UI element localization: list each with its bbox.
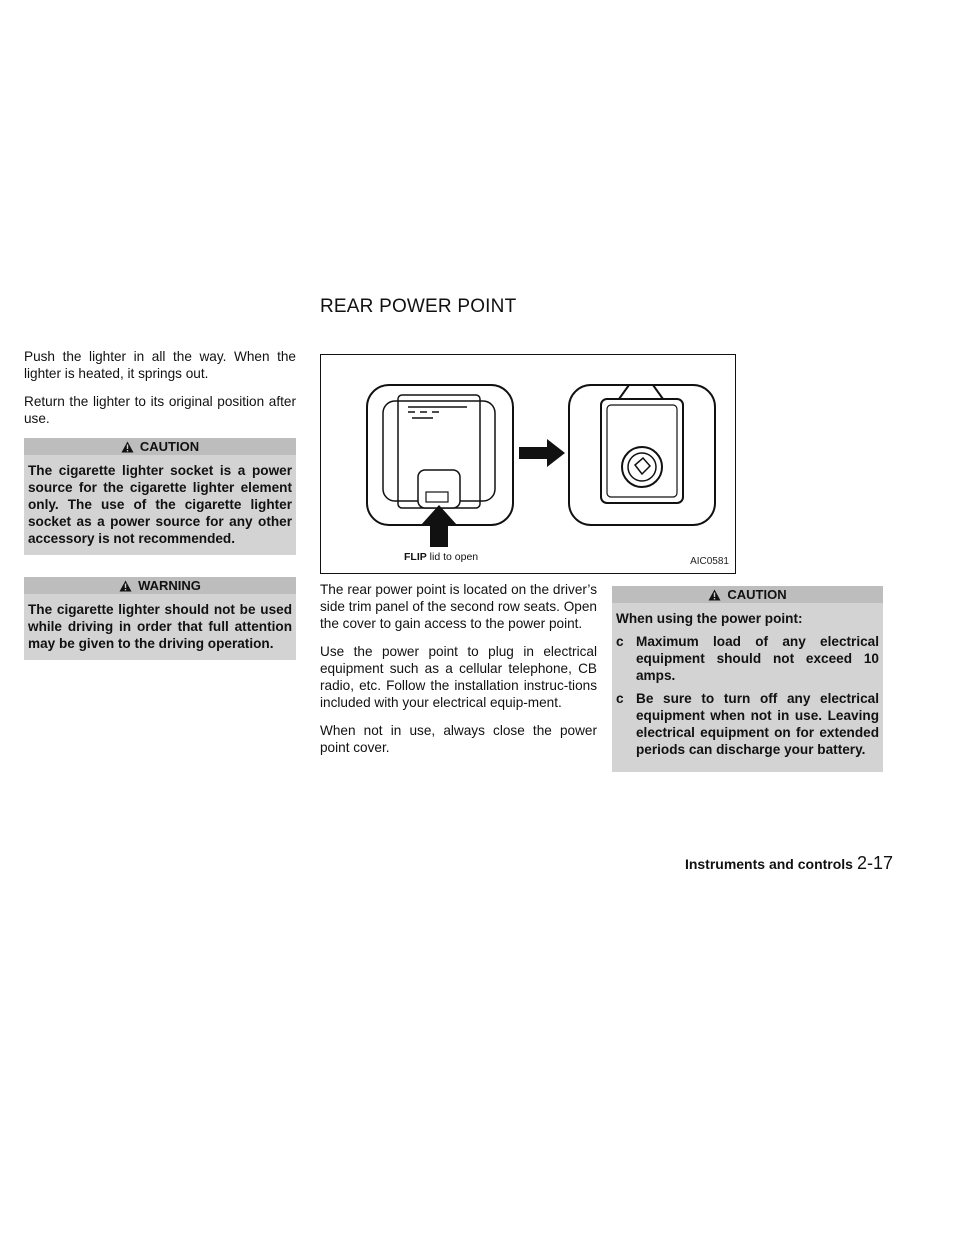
warning-triangle-icon xyxy=(708,589,721,601)
warning-label: WARNING xyxy=(138,578,201,593)
page-number: 2-17 xyxy=(856,853,893,873)
caution-box xyxy=(612,586,883,772)
left-column xyxy=(24,348,296,682)
caution-header xyxy=(24,438,296,455)
warning-text: The cigarette lighter should not be used while driving in order that full attention may be given to the driving operation. xyxy=(28,602,292,651)
section-title: REAR POWER POINT xyxy=(320,296,517,317)
list-item: c Maximum load of any electrical equipment should not exceed 10 amps. xyxy=(616,634,879,683)
bullet-mark: c xyxy=(616,634,624,649)
figure-caption: FLIP lid to open xyxy=(404,551,479,563)
caution-intro: When using the power point: xyxy=(616,611,803,626)
warning-triangle-icon xyxy=(121,441,134,453)
paragraph: When not in use, always close the power point cover. xyxy=(320,723,597,755)
page-footer xyxy=(612,853,893,874)
right-column xyxy=(612,586,883,794)
paragraph: Return the lighter to its original position after use. xyxy=(24,394,296,426)
caution-text: The cigarette lighter socket is a power source for the cigarette lighter element only. The use of the cigarette lighter socket as a power source for any other accessory is not recommended. xyxy=(28,463,292,546)
caution-label: CAUTION xyxy=(727,587,787,602)
middle-column xyxy=(320,581,597,767)
paragraph: Push the lighter in all the way. When the lighter is heated, it springs out. xyxy=(24,349,296,381)
paragraph: Use the power point to plug in electrical equipment such as a cellular telephone, CB radio, etc. Follow the installation instruc-tions included with your electrical equip-ment. xyxy=(320,644,597,710)
list-item: c Be sure to turn off any electrical equipment when not in use. Leaving electrical equipment on for extended periods can discharge your battery. xyxy=(616,691,879,757)
power-point-drawing xyxy=(321,355,737,575)
caution-body xyxy=(612,603,883,758)
warning-box xyxy=(24,577,296,660)
footer-section-name: Instruments and controls xyxy=(684,856,853,872)
caution-label: CAUTION xyxy=(139,439,200,454)
power-point-illustration xyxy=(320,354,736,574)
bullet-mark: c xyxy=(616,691,624,706)
caution-header xyxy=(612,586,883,603)
warning-header xyxy=(24,577,296,594)
caution-box xyxy=(24,438,296,555)
paragraph: The rear power point is located on the driver’s side trim panel of the second row seats. Open the cover to gain access to the power point. xyxy=(320,582,597,631)
caution-list xyxy=(616,633,879,758)
warning-triangle-icon xyxy=(119,580,132,592)
figure-code: AIC0581 xyxy=(690,556,729,567)
